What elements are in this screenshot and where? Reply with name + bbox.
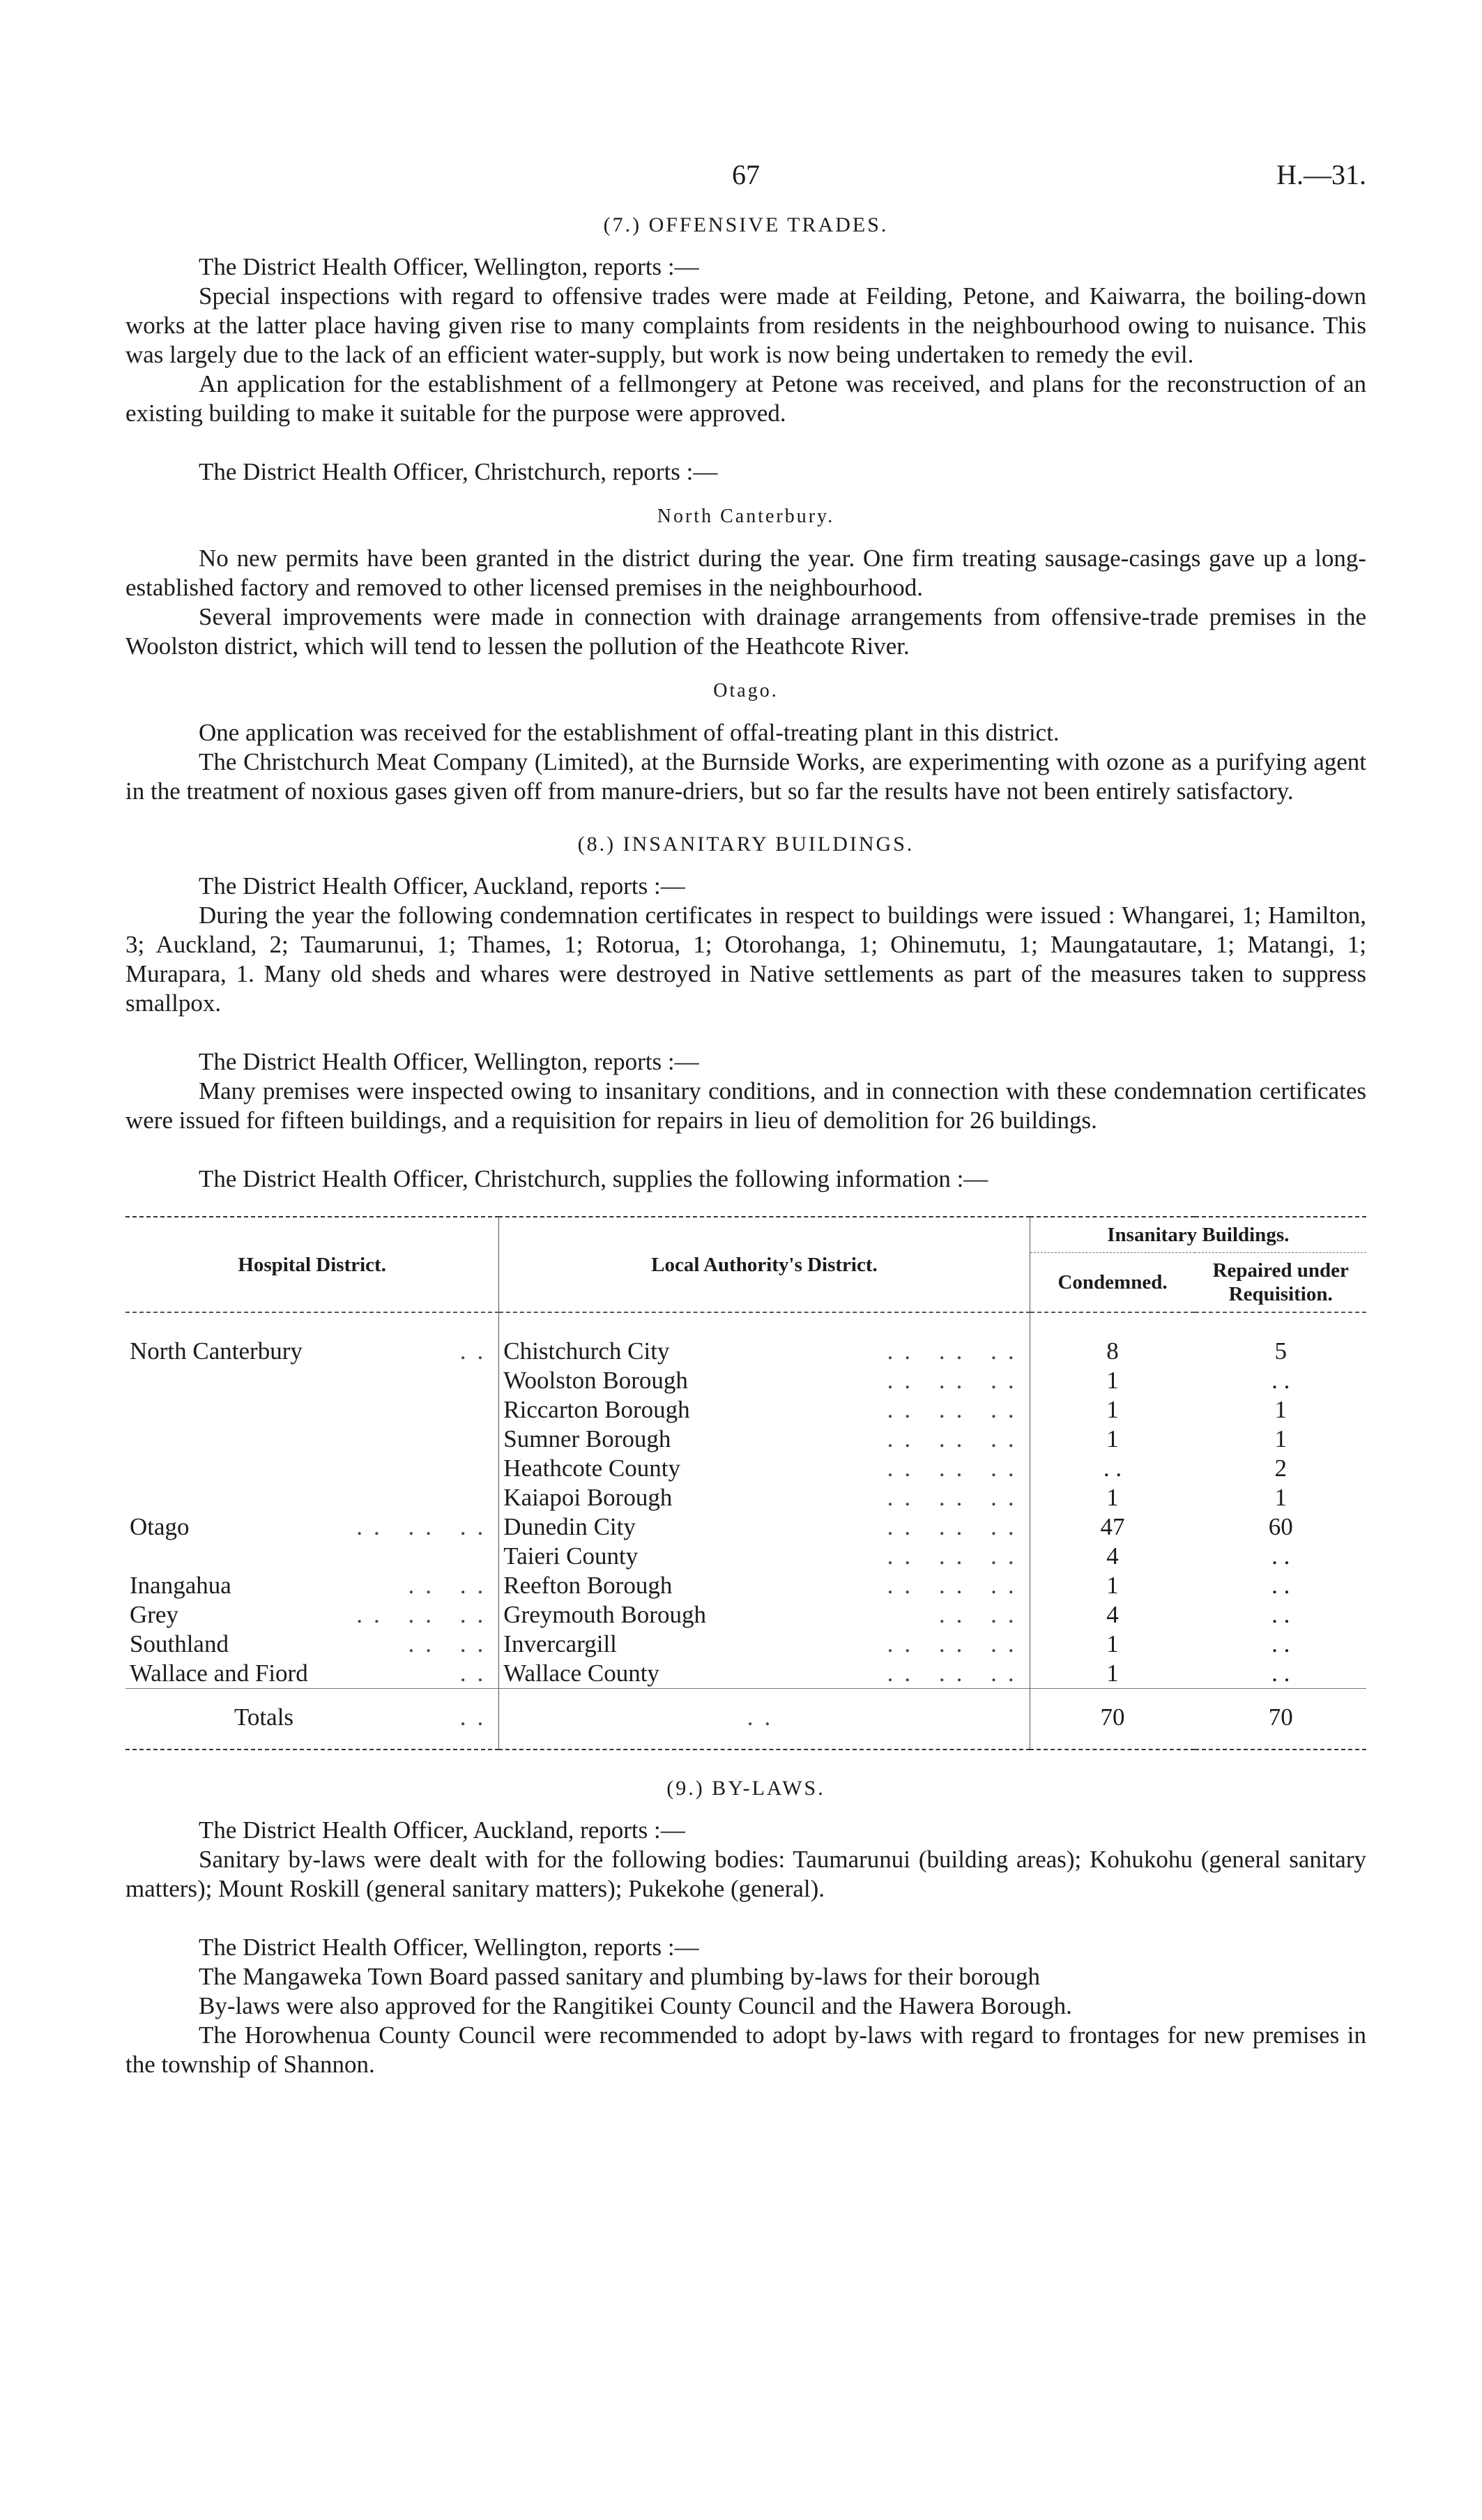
condemned-cell: 1 xyxy=(1030,1483,1195,1512)
table-row: Otago .. .. .. Dunedin City .. .. .. 47 60 xyxy=(125,1512,1366,1542)
paragraph: Several improvements were made in connection with drainage arrangements from offensive-trade premises in the Woolston district, which will tend to lessen the pollution of the Heathcote River. xyxy=(125,603,1366,660)
hospital-district-cell: Otago xyxy=(130,1513,190,1540)
local-authority-cell: Taieri County xyxy=(503,1542,639,1570)
column-header-hospital-district: Hospital District. xyxy=(125,1217,499,1312)
document-reference: H.—31. xyxy=(1276,159,1366,190)
table-row: Heathcote County .. .. .. . . 2 xyxy=(125,1454,1366,1483)
section-heading-offensive-trades: (7.) OFFENSIVE TRADES. xyxy=(603,213,889,236)
repaired-cell: 5 xyxy=(1274,1337,1287,1365)
condemned-cell: 1 xyxy=(1030,1395,1195,1425)
repaired-cell: . . xyxy=(1271,1367,1290,1394)
local-authority-cell: Kaiapoi Borough xyxy=(503,1484,673,1511)
local-authority-cell: Dunedin City xyxy=(503,1513,636,1540)
auckland-intro: The District Health Officer, Auckland, reports :— xyxy=(199,872,685,900)
local-authority-cell: Reefton Borough xyxy=(503,1572,673,1599)
repaired-cell: . . xyxy=(1271,1601,1290,1628)
condemned-cell: 1 xyxy=(1030,1366,1195,1395)
paragraph: During the year the following condemnation certificates in respect to buildings were issued : Whangarei, 1; Hamilton, 3; Auckland, 2; Taumarunui, 1; Thames, 1; Rotorua, 1; Otorohanga, 1; Ohinemutu, 1; Maungatautare, 1; Matangi, 1; Murapara, 1. Many old sheds and whares were destroyed in Native settlements as part of the measures taken to suppress smallpox. xyxy=(125,902,1366,1017)
condemned-cell: 1 xyxy=(1030,1659,1195,1689)
paragraph: Many premises were inspected owing to insanitary conditions, and in connection with these condemnation certificates were issued for fifteen buildings, and a requisition for repairs in lieu of demolition for 26 buildings. xyxy=(125,1077,1366,1134)
totals-repaired: 70 xyxy=(1195,1689,1366,1750)
table-row: North Canterbury .. Chistchurch City .. .. .. 8 5 xyxy=(125,1312,1366,1366)
condemned-cell: 1 xyxy=(1030,1630,1195,1659)
condemned-cell: 1 xyxy=(1030,1571,1195,1600)
paragraph: Sanitary by-laws were dealt with for the following bodies: Taumarunui (building areas); Kohukohu (general sanitary matters); Mount Roskill (general sanitary matters); Pukekohe (general). xyxy=(125,1846,1366,1902)
christchurch-intro: The District Health Officer, Christchurch, supplies the following information :— xyxy=(199,1165,988,1192)
table-row: Kaiapoi Borough .. .. .. 1 1 xyxy=(125,1483,1366,1512)
repaired-cell: 1 xyxy=(1274,1484,1287,1511)
hospital-district-cell: Wallace and Fiord xyxy=(130,1660,308,1687)
paragraph: Special inspections with regard to offensive trades were made at Feilding, Petone, and Kaiwarra, the boiling-down works at the latter place having given rise to many complaints from residents in the neighbourhood owing to nuisance. This was largely due to the lack of an efficient water-supply, but work is now being undertaken to remedy the evil. xyxy=(125,282,1366,368)
condemned-cell: 47 xyxy=(1030,1512,1195,1542)
page-header xyxy=(125,160,1366,202)
repaired-cell: 2 xyxy=(1274,1455,1287,1482)
paragraph: An application for the establishment of a fellmongery at Petone was received, and plans for the reconstruction of an existing building to make it suitable for the purpose were approved. xyxy=(125,370,1366,427)
sub-heading-north-canterbury: North Canterbury. xyxy=(657,506,835,527)
repaired-cell: . . xyxy=(1271,1660,1290,1687)
local-authority-cell: Wallace County xyxy=(503,1660,659,1687)
condemned-cell: 1 xyxy=(1030,1425,1195,1454)
totals-row: Totals .. .. 70 70 xyxy=(125,1689,1366,1750)
paragraph: The Christchurch Meat Company (Limited), at the Burnside Works, are experimenting with ozone as a purifying agent in the treatment of noxious gases given off from manure-driers, but so far the results have not been entirely satisfactory. xyxy=(125,748,1366,805)
table-row: Taieri County .. .. .. 4 . . xyxy=(125,1542,1366,1571)
repaired-cell: 1 xyxy=(1274,1396,1287,1423)
condemned-cell: 8 xyxy=(1030,1312,1195,1366)
hospital-district-cell: Inangahua xyxy=(130,1572,231,1599)
column-header-insanitary-buildings: Insanitary Buildings. xyxy=(1030,1217,1366,1253)
local-authority-cell: Invercargill xyxy=(503,1630,617,1657)
table-row: Sumner Borough .. .. .. 1 1 xyxy=(125,1425,1366,1454)
condemned-cell: . . xyxy=(1030,1454,1195,1483)
insanitary-buildings-table xyxy=(125,1216,1366,1750)
local-authority-cell: Woolston Borough xyxy=(503,1367,688,1394)
paragraph: By-laws were also approved for the Rangitikei County Council and the Hawera Borough. xyxy=(199,1992,1072,2019)
table-row: Grey .. .. .. Greymouth Borough .. .. 4 . . xyxy=(125,1600,1366,1630)
table-row: Southland .. .. Invercargill .. .. .. 1 . . xyxy=(125,1630,1366,1659)
local-authority-cell: Sumner Borough xyxy=(503,1425,671,1452)
table-row: Riccarton Borough .. .. .. 1 1 xyxy=(125,1395,1366,1425)
totals-condemned: 70 xyxy=(1030,1689,1195,1750)
local-authority-cell: Greymouth Borough xyxy=(503,1601,706,1628)
repaired-cell: 60 xyxy=(1268,1513,1293,1540)
local-authority-cell: Riccarton Borough xyxy=(503,1396,690,1423)
repaired-cell: . . xyxy=(1271,1630,1290,1657)
auckland-intro: The District Health Officer, Auckland, reports :— xyxy=(199,1816,685,1844)
condemned-cell: 4 xyxy=(1030,1542,1195,1571)
repaired-cell: . . xyxy=(1271,1542,1290,1570)
paragraph: The Mangaweka Town Board passed sanitary and plumbing by-laws for their borough xyxy=(199,1963,1041,1990)
sub-heading-otago: Otago. xyxy=(713,680,779,701)
local-authority-cell: Heathcote County xyxy=(503,1455,680,1482)
section-heading-by-laws: (9.) BY-LAWS. xyxy=(666,1777,825,1800)
table-row: Wallace and Fiord .. Wallace County .. .. .. 1 . . xyxy=(125,1659,1366,1689)
repaired-cell: . . xyxy=(1271,1572,1290,1599)
paragraph: The Horowhenua County Council were recommended to adopt by-laws with regard to frontages for new premises in the township of Shannon. xyxy=(125,2021,1366,2078)
hospital-district-cell: Southland xyxy=(130,1630,229,1657)
hospital-district-cell: North Canterbury xyxy=(130,1337,303,1365)
paragraph: One application was received for the establishment of offal-treating plant in this district. xyxy=(199,719,1060,746)
christchurch-intro: The District Health Officer, Christchurch, reports :— xyxy=(199,458,718,485)
condemned-cell: 4 xyxy=(1030,1600,1195,1630)
column-header-local-authority: Local Authority's District. xyxy=(499,1217,1030,1312)
table-row: Woolston Borough .. .. .. 1 . . xyxy=(125,1366,1366,1395)
section-heading-insanitary-buildings: (8.) INSANITARY BUILDINGS. xyxy=(577,833,915,856)
column-header-condemned: Condemned. xyxy=(1030,1253,1195,1313)
repaired-cell: 1 xyxy=(1274,1425,1287,1452)
document-page xyxy=(125,160,1366,2079)
local-authority-cell: Chistchurch City xyxy=(503,1337,670,1365)
paragraph: No new permits have been granted in the district during the year. One firm treating sausage-casings gave up a long-established factory and removed to other licensed premises in the neighbourhood. xyxy=(125,545,1366,601)
wellington-intro: The District Health Officer, Wellington, reports :— xyxy=(199,1048,699,1075)
totals-label: Totals xyxy=(234,1703,294,1731)
table-row: Inangahua .. .. Reefton Borough .. .. .. 1 . . xyxy=(125,1571,1366,1600)
column-header-repaired: Repaired under Requisition. xyxy=(1195,1253,1366,1313)
wellington-intro: The District Health Officer, Wellington, reports :— xyxy=(199,253,699,280)
wellington-intro: The District Health Officer, Wellington, reports :— xyxy=(199,1934,699,1961)
page-number: 67 xyxy=(732,159,760,190)
hospital-district-cell: Grey xyxy=(130,1601,178,1628)
